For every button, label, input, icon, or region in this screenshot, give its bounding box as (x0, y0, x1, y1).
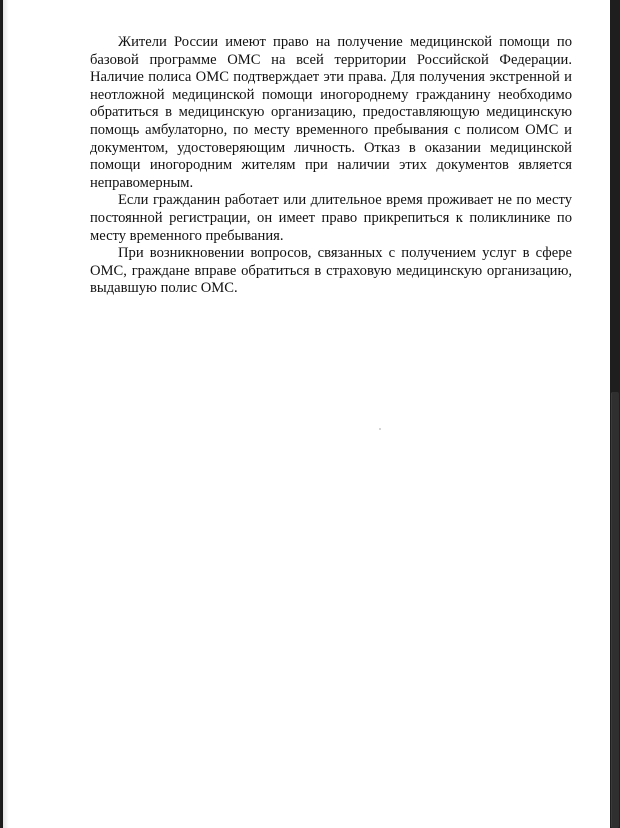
paragraph-3: При возникновении вопросов, связанных с получением услуг в сфере ОМС, граждане вправе обратиться в страховую медицинскую организацию, выдавшую полис ОМС. (90, 245, 572, 297)
scrollbar-thumb[interactable] (611, 392, 619, 828)
document-page (3, 0, 610, 828)
vertical-scrollbar[interactable] (610, 0, 620, 828)
paragraph-2: Если гражданин работает или длительное время проживает не по месту постоянной регистрации, он имеет право прикрепиться к поликлинике по месту временного пребывания. (90, 192, 572, 244)
document-text (90, 34, 572, 298)
scan-speck (379, 428, 381, 430)
paragraph-1: Жители России имеют право на получение медицинской помощи по базовой программе ОМС на всей территории Российской Федерации. Наличие полиса ОМС подтверждает эти права. Для получения экстренной и неотложной медицинской помощи иногороднему гражданину необходимо обратиться в медицинскую организацию, предоставляющую медицинскую помощь амбулаторно, по месту временного пребывания с полисом ОМС и документом, удостоверяющим личность. Отказ в оказании медицинской помощи иногородним жителям при наличии этих документов является неправомерным. (90, 34, 572, 191)
